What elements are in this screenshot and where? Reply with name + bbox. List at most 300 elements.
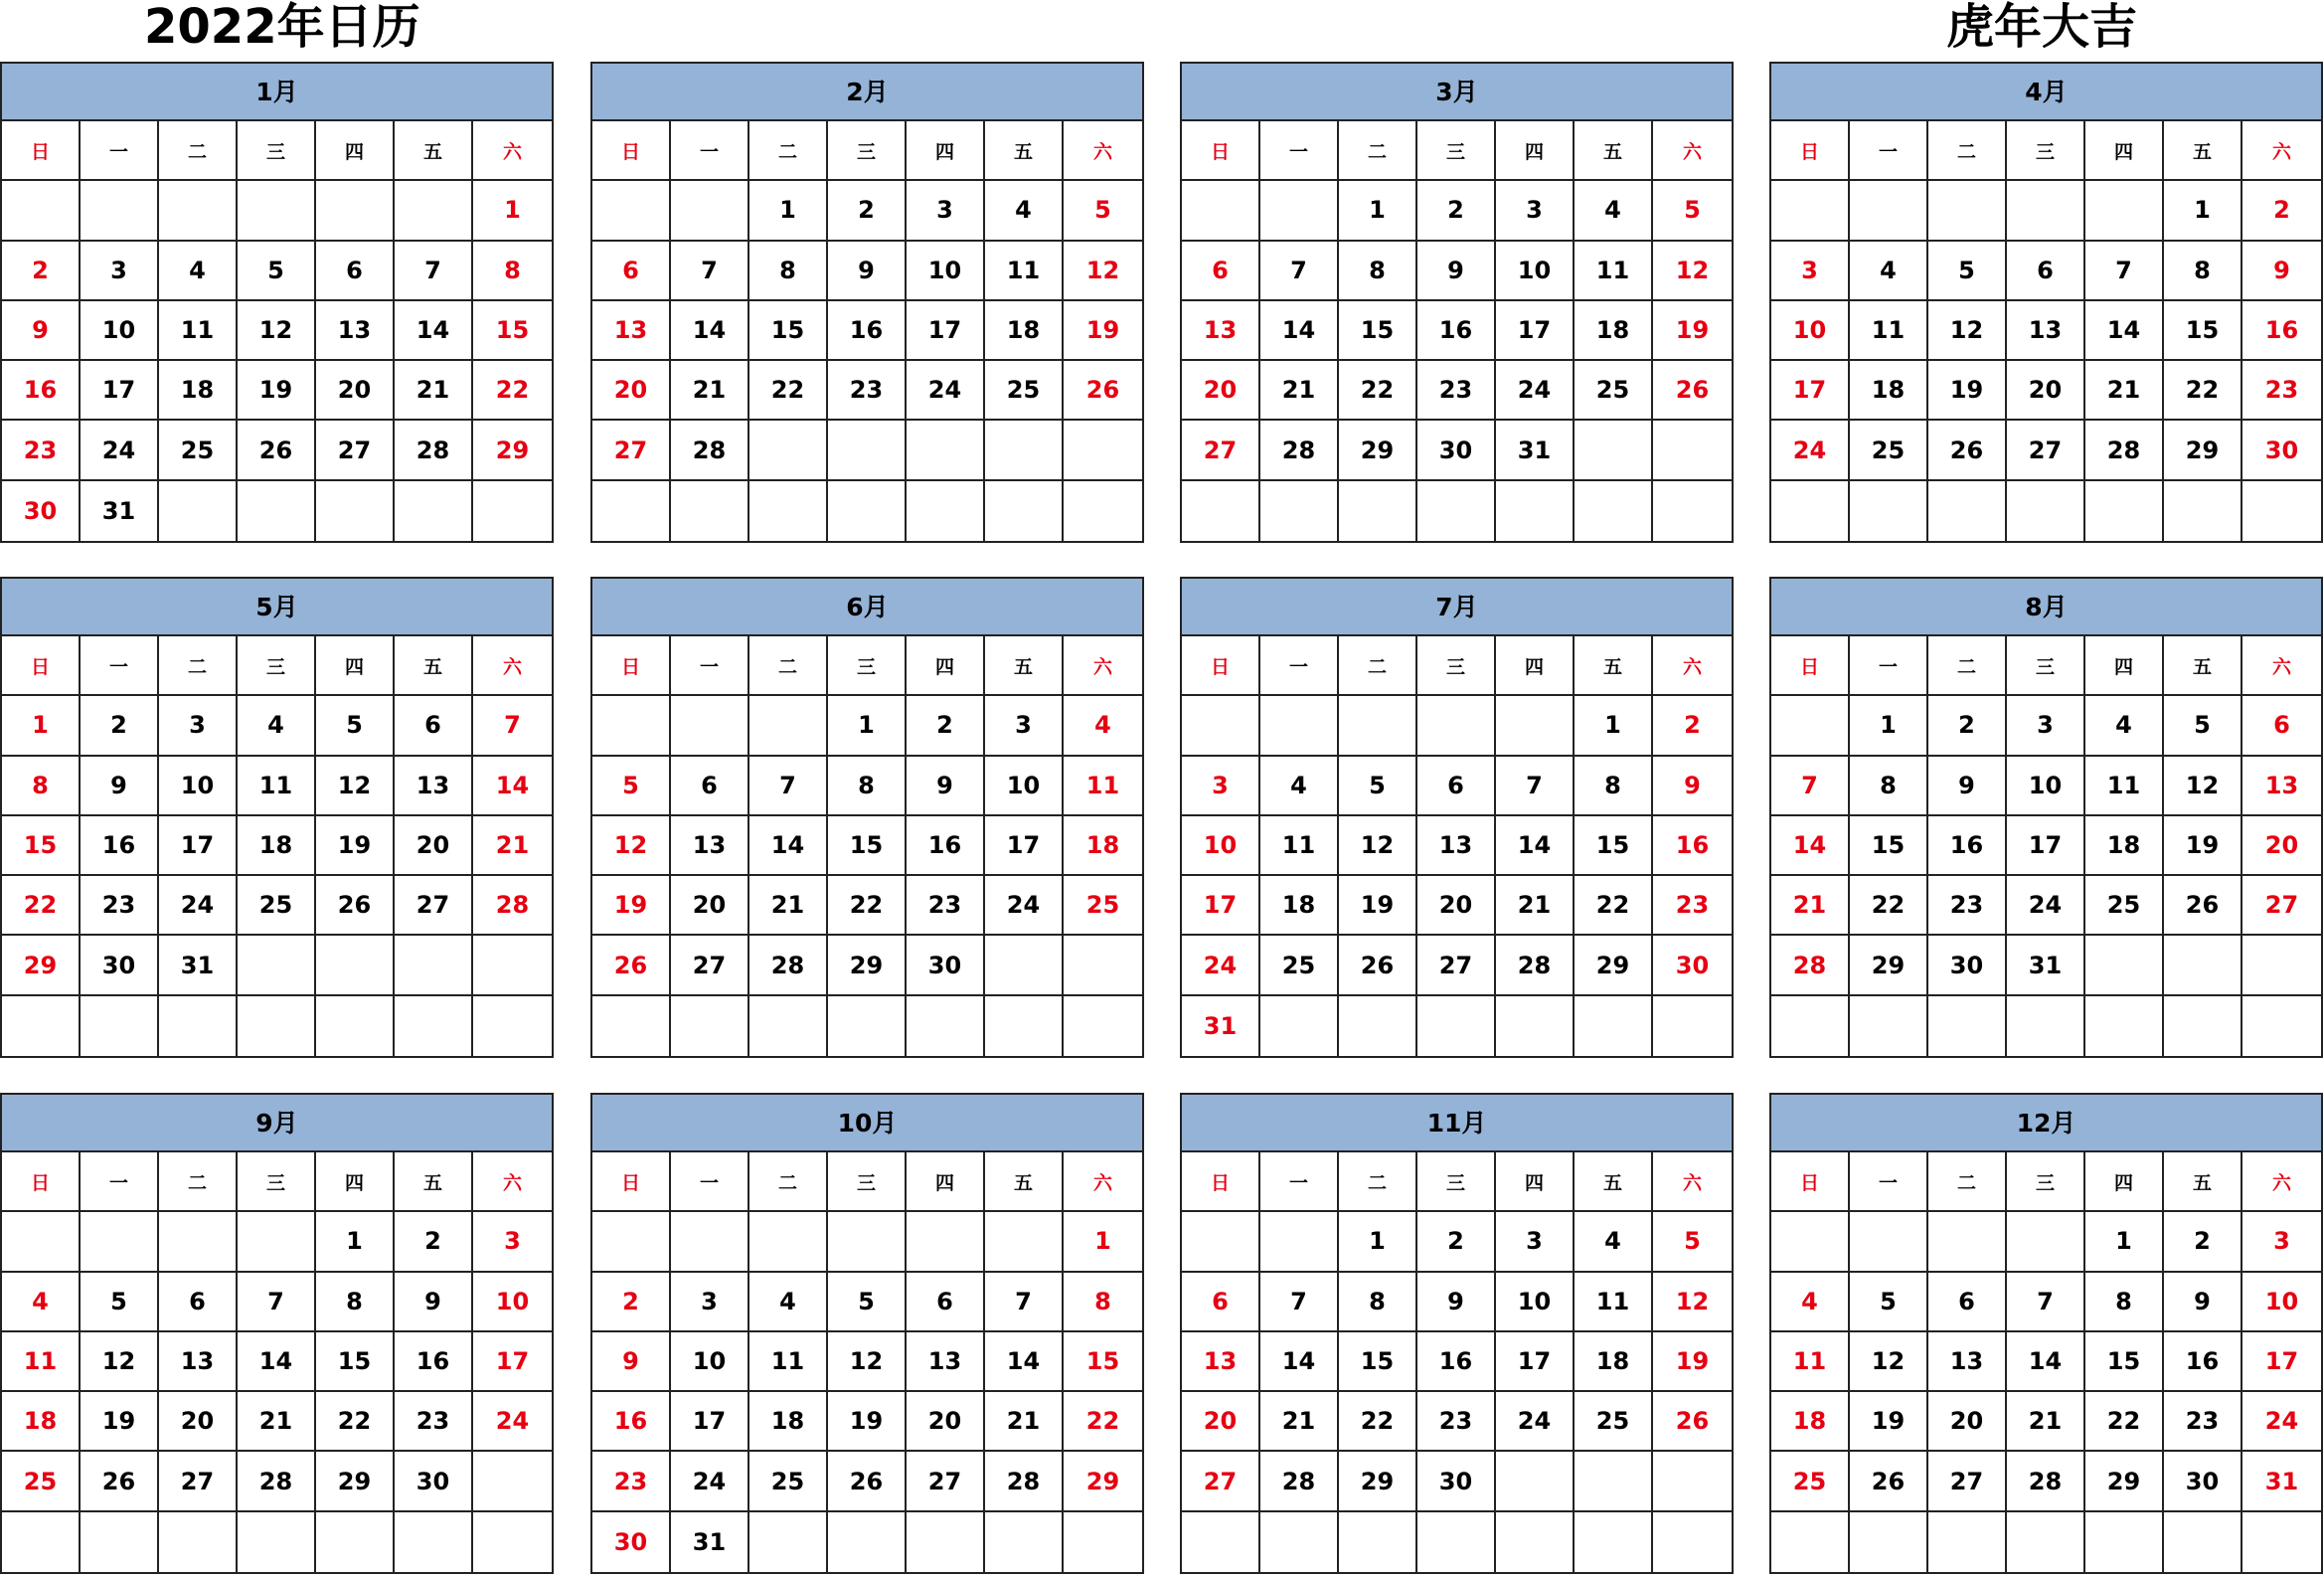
day-cell[interactable]: 27 — [592, 421, 671, 480]
day-cell[interactable]: 12 — [1928, 301, 2007, 361]
day-cell[interactable]: 26 — [1928, 421, 2007, 480]
day-cell[interactable]: 2 — [2, 242, 81, 301]
day-cell[interactable]: 9 — [828, 242, 907, 301]
day-cell[interactable]: 7 — [985, 1273, 1064, 1332]
day-cell[interactable]: 5 — [81, 1273, 159, 1332]
day-cell[interactable]: 1 — [1339, 1212, 1417, 1272]
day-cell[interactable]: 3 — [671, 1273, 749, 1332]
day-cell[interactable]: 9 — [1417, 242, 1496, 301]
day-cell[interactable]: 16 — [592, 1392, 671, 1452]
day-cell[interactable]: 20 — [592, 361, 671, 421]
day-cell[interactable]: 13 — [592, 301, 671, 361]
day-cell[interactable]: 31 — [2242, 1452, 2321, 1511]
day-cell[interactable]: 14 — [1260, 301, 1339, 361]
day-cell[interactable]: 20 — [395, 816, 473, 876]
day-cell[interactable]: 25 — [1260, 936, 1339, 995]
day-cell[interactable]: 7 — [238, 1273, 316, 1332]
day-cell[interactable]: 28 — [473, 876, 552, 936]
day-cell[interactable]: 15 — [1850, 816, 1928, 876]
day-cell[interactable]: 12 — [316, 757, 395, 816]
day-cell[interactable]: 17 — [671, 1392, 749, 1452]
day-cell[interactable]: 6 — [1182, 1273, 1260, 1332]
day-cell[interactable]: 5 — [1850, 1273, 1928, 1332]
day-cell[interactable]: 23 — [2, 421, 81, 480]
day-cell[interactable]: 16 — [828, 301, 907, 361]
day-cell[interactable]: 24 — [1182, 936, 1260, 995]
day-cell[interactable]: 19 — [238, 361, 316, 421]
day-cell[interactable]: 12 — [1653, 242, 1732, 301]
day-cell[interactable]: 10 — [671, 1332, 749, 1392]
day-cell[interactable]: 30 — [2242, 421, 2321, 480]
day-cell[interactable]: 11 — [1850, 301, 1928, 361]
day-cell[interactable]: 25 — [1771, 1452, 1850, 1511]
day-cell[interactable]: 6 — [1417, 757, 1496, 816]
day-cell[interactable]: 19 — [81, 1392, 159, 1452]
day-cell[interactable]: 8 — [1339, 242, 1417, 301]
day-cell[interactable]: 15 — [1064, 1332, 1142, 1392]
day-cell[interactable]: 2 — [1417, 1212, 1496, 1272]
day-cell[interactable]: 2 — [907, 696, 985, 756]
day-cell[interactable]: 21 — [1496, 876, 1575, 936]
day-cell[interactable]: 27 — [2007, 421, 2085, 480]
day-cell[interactable]: 1 — [2085, 1212, 2164, 1272]
day-cell[interactable]: 18 — [1064, 816, 1142, 876]
day-cell[interactable]: 29 — [2085, 1452, 2164, 1511]
day-cell[interactable]: 13 — [1417, 816, 1496, 876]
day-cell[interactable]: 19 — [2164, 816, 2242, 876]
day-cell[interactable]: 4 — [1850, 242, 1928, 301]
day-cell[interactable]: 24 — [671, 1452, 749, 1511]
day-cell[interactable]: 14 — [473, 757, 552, 816]
day-cell[interactable]: 5 — [1653, 1212, 1732, 1272]
day-cell[interactable]: 25 — [1575, 1392, 1653, 1452]
day-cell[interactable]: 19 — [828, 1392, 907, 1452]
day-cell[interactable]: 25 — [1850, 421, 1928, 480]
day-cell[interactable]: 26 — [1653, 1392, 1732, 1452]
day-cell[interactable]: 3 — [1496, 1212, 1575, 1272]
day-cell[interactable]: 6 — [592, 242, 671, 301]
day-cell[interactable]: 24 — [1496, 361, 1575, 421]
day-cell[interactable]: 26 — [592, 936, 671, 995]
day-cell[interactable]: 8 — [1850, 757, 1928, 816]
day-cell[interactable]: 12 — [1339, 816, 1417, 876]
day-cell[interactable]: 9 — [1928, 757, 2007, 816]
day-cell[interactable]: 14 — [395, 301, 473, 361]
day-cell[interactable]: 16 — [1928, 816, 2007, 876]
day-cell[interactable]: 27 — [2242, 876, 2321, 936]
day-cell[interactable]: 5 — [828, 1273, 907, 1332]
day-cell[interactable]: 10 — [907, 242, 985, 301]
day-cell[interactable]: 2 — [1417, 181, 1496, 241]
day-cell[interactable]: 8 — [2164, 242, 2242, 301]
day-cell[interactable]: 2 — [395, 1212, 473, 1272]
day-cell[interactable]: 31 — [1182, 996, 1260, 1056]
day-cell[interactable]: 28 — [2007, 1452, 2085, 1511]
day-cell[interactable]: 30 — [1653, 936, 1732, 995]
day-cell[interactable]: 7 — [473, 696, 552, 756]
day-cell[interactable]: 25 — [1064, 876, 1142, 936]
day-cell[interactable]: 15 — [1339, 1332, 1417, 1392]
day-cell[interactable]: 29 — [316, 1452, 395, 1511]
day-cell[interactable]: 5 — [592, 757, 671, 816]
day-cell[interactable]: 17 — [907, 301, 985, 361]
day-cell[interactable]: 6 — [2242, 696, 2321, 756]
day-cell[interactable]: 26 — [2164, 876, 2242, 936]
day-cell[interactable]: 16 — [395, 1332, 473, 1392]
day-cell[interactable]: 10 — [159, 757, 238, 816]
day-cell[interactable]: 26 — [81, 1452, 159, 1511]
day-cell[interactable]: 17 — [1182, 876, 1260, 936]
day-cell[interactable]: 5 — [2164, 696, 2242, 756]
day-cell[interactable]: 25 — [159, 421, 238, 480]
day-cell[interactable]: 6 — [159, 1273, 238, 1332]
day-cell[interactable]: 28 — [1260, 1452, 1339, 1511]
day-cell[interactable]: 7 — [1771, 757, 1850, 816]
day-cell[interactable]: 18 — [2085, 816, 2164, 876]
day-cell[interactable]: 8 — [1064, 1273, 1142, 1332]
day-cell[interactable]: 25 — [1575, 361, 1653, 421]
day-cell[interactable]: 3 — [1496, 181, 1575, 241]
day-cell[interactable]: 9 — [2242, 242, 2321, 301]
day-cell[interactable]: 29 — [473, 421, 552, 480]
day-cell[interactable]: 11 — [749, 1332, 828, 1392]
day-cell[interactable]: 19 — [1850, 1392, 1928, 1452]
day-cell[interactable]: 21 — [749, 876, 828, 936]
day-cell[interactable]: 19 — [1653, 301, 1732, 361]
day-cell[interactable]: 18 — [985, 301, 1064, 361]
day-cell[interactable]: 24 — [1771, 421, 1850, 480]
day-cell[interactable]: 19 — [1339, 876, 1417, 936]
day-cell[interactable]: 10 — [473, 1273, 552, 1332]
day-cell[interactable]: 28 — [1771, 936, 1850, 995]
day-cell[interactable]: 13 — [907, 1332, 985, 1392]
day-cell[interactable]: 4 — [2, 1273, 81, 1332]
day-cell[interactable]: 1 — [1850, 696, 1928, 756]
day-cell[interactable]: 9 — [1653, 757, 1732, 816]
day-cell[interactable]: 20 — [2242, 816, 2321, 876]
day-cell[interactable]: 12 — [828, 1332, 907, 1392]
day-cell[interactable]: 14 — [2085, 301, 2164, 361]
day-cell[interactable]: 3 — [159, 696, 238, 756]
day-cell[interactable]: 10 — [1771, 301, 1850, 361]
day-cell[interactable]: 11 — [159, 301, 238, 361]
day-cell[interactable]: 25 — [2, 1452, 81, 1511]
day-cell[interactable]: 10 — [81, 301, 159, 361]
day-cell[interactable]: 25 — [749, 1452, 828, 1511]
day-cell[interactable]: 11 — [1260, 816, 1339, 876]
day-cell[interactable]: 15 — [2, 816, 81, 876]
day-cell[interactable]: 28 — [238, 1452, 316, 1511]
day-cell[interactable]: 22 — [1339, 1392, 1417, 1452]
day-cell[interactable]: 6 — [2007, 242, 2085, 301]
day-cell[interactable]: 21 — [985, 1392, 1064, 1452]
day-cell[interactable]: 13 — [159, 1332, 238, 1392]
day-cell[interactable]: 26 — [1064, 361, 1142, 421]
day-cell[interactable]: 18 — [159, 361, 238, 421]
day-cell[interactable]: 8 — [316, 1273, 395, 1332]
day-cell[interactable]: 25 — [238, 876, 316, 936]
day-cell[interactable]: 9 — [81, 757, 159, 816]
day-cell[interactable]: 18 — [1771, 1392, 1850, 1452]
day-cell[interactable]: 3 — [907, 181, 985, 241]
day-cell[interactable]: 8 — [2, 757, 81, 816]
day-cell[interactable]: 19 — [316, 816, 395, 876]
day-cell[interactable]: 13 — [316, 301, 395, 361]
day-cell[interactable]: 24 — [81, 421, 159, 480]
day-cell[interactable]: 17 — [159, 816, 238, 876]
day-cell[interactable]: 31 — [159, 936, 238, 995]
day-cell[interactable]: 30 — [592, 1512, 671, 1572]
day-cell[interactable]: 7 — [2085, 242, 2164, 301]
day-cell[interactable]: 4 — [1575, 181, 1653, 241]
day-cell[interactable]: 18 — [1575, 1332, 1653, 1392]
day-cell[interactable]: 12 — [1850, 1332, 1928, 1392]
day-cell[interactable]: 9 — [1417, 1273, 1496, 1332]
day-cell[interactable]: 11 — [238, 757, 316, 816]
day-cell[interactable]: 24 — [907, 361, 985, 421]
day-cell[interactable]: 27 — [1417, 936, 1496, 995]
day-cell[interactable]: 3 — [473, 1212, 552, 1272]
day-cell[interactable]: 27 — [907, 1452, 985, 1511]
day-cell[interactable]: 4 — [1771, 1273, 1850, 1332]
day-cell[interactable]: 29 — [828, 936, 907, 995]
day-cell[interactable]: 10 — [1496, 242, 1575, 301]
day-cell[interactable]: 20 — [1928, 1392, 2007, 1452]
day-cell[interactable]: 22 — [2085, 1392, 2164, 1452]
day-cell[interactable]: 6 — [395, 696, 473, 756]
day-cell[interactable]: 19 — [592, 876, 671, 936]
day-cell[interactable]: 8 — [1339, 1273, 1417, 1332]
day-cell[interactable]: 6 — [1928, 1273, 2007, 1332]
day-cell[interactable]: 14 — [2007, 1332, 2085, 1392]
day-cell[interactable]: 1 — [473, 181, 552, 241]
day-cell[interactable]: 4 — [2085, 696, 2164, 756]
day-cell[interactable]: 29 — [1064, 1452, 1142, 1511]
day-cell[interactable]: 21 — [671, 361, 749, 421]
day-cell[interactable]: 22 — [1064, 1392, 1142, 1452]
day-cell[interactable]: 7 — [1260, 1273, 1339, 1332]
day-cell[interactable]: 30 — [1417, 1452, 1496, 1511]
day-cell[interactable]: 16 — [2164, 1332, 2242, 1392]
day-cell[interactable]: 16 — [907, 816, 985, 876]
day-cell[interactable]: 23 — [907, 876, 985, 936]
day-cell[interactable]: 6 — [1182, 242, 1260, 301]
day-cell[interactable]: 14 — [671, 301, 749, 361]
day-cell[interactable]: 1 — [828, 696, 907, 756]
day-cell[interactable]: 30 — [907, 936, 985, 995]
day-cell[interactable]: 14 — [1496, 816, 1575, 876]
day-cell[interactable]: 30 — [81, 936, 159, 995]
day-cell[interactable]: 27 — [159, 1452, 238, 1511]
day-cell[interactable]: 20 — [671, 876, 749, 936]
day-cell[interactable]: 5 — [1064, 181, 1142, 241]
day-cell[interactable]: 1 — [1575, 696, 1653, 756]
day-cell[interactable]: 11 — [1575, 1273, 1653, 1332]
day-cell[interactable]: 24 — [2242, 1392, 2321, 1452]
day-cell[interactable]: 15 — [749, 301, 828, 361]
day-cell[interactable]: 23 — [592, 1452, 671, 1511]
day-cell[interactable]: 21 — [473, 816, 552, 876]
day-cell[interactable]: 30 — [2, 481, 81, 541]
day-cell[interactable]: 20 — [2007, 361, 2085, 421]
day-cell[interactable]: 17 — [1771, 361, 1850, 421]
day-cell[interactable]: 17 — [81, 361, 159, 421]
day-cell[interactable]: 7 — [671, 242, 749, 301]
day-cell[interactable]: 28 — [2085, 421, 2164, 480]
day-cell[interactable]: 16 — [1653, 816, 1732, 876]
day-cell[interactable]: 10 — [2242, 1273, 2321, 1332]
day-cell[interactable]: 2 — [828, 181, 907, 241]
day-cell[interactable]: 29 — [1339, 421, 1417, 480]
day-cell[interactable]: 18 — [1260, 876, 1339, 936]
day-cell[interactable]: 1 — [1339, 181, 1417, 241]
day-cell[interactable]: 13 — [1928, 1332, 2007, 1392]
day-cell[interactable]: 3 — [2242, 1212, 2321, 1272]
day-cell[interactable]: 23 — [81, 876, 159, 936]
day-cell[interactable]: 17 — [2242, 1332, 2321, 1392]
day-cell[interactable]: 13 — [1182, 301, 1260, 361]
day-cell[interactable]: 24 — [2007, 876, 2085, 936]
day-cell[interactable]: 31 — [2007, 936, 2085, 995]
day-cell[interactable]: 24 — [473, 1392, 552, 1452]
day-cell[interactable]: 24 — [985, 876, 1064, 936]
day-cell[interactable]: 21 — [2007, 1392, 2085, 1452]
day-cell[interactable]: 20 — [907, 1392, 985, 1452]
day-cell[interactable]: 19 — [1928, 361, 2007, 421]
day-cell[interactable]: 13 — [2242, 757, 2321, 816]
day-cell[interactable]: 27 — [1182, 421, 1260, 480]
day-cell[interactable]: 12 — [1653, 1273, 1732, 1332]
day-cell[interactable]: 9 — [2, 301, 81, 361]
day-cell[interactable]: 21 — [395, 361, 473, 421]
day-cell[interactable]: 25 — [2085, 876, 2164, 936]
day-cell[interactable]: 26 — [238, 421, 316, 480]
day-cell[interactable]: 24 — [159, 876, 238, 936]
day-cell[interactable]: 31 — [1496, 421, 1575, 480]
day-cell[interactable]: 26 — [316, 876, 395, 936]
day-cell[interactable]: 7 — [395, 242, 473, 301]
day-cell[interactable]: 17 — [473, 1332, 552, 1392]
day-cell[interactable]: 14 — [1260, 1332, 1339, 1392]
day-cell[interactable]: 15 — [316, 1332, 395, 1392]
day-cell[interactable]: 29 — [2164, 421, 2242, 480]
day-cell[interactable]: 30 — [395, 1452, 473, 1511]
day-cell[interactable]: 3 — [81, 242, 159, 301]
day-cell[interactable]: 28 — [749, 936, 828, 995]
day-cell[interactable]: 26 — [1653, 361, 1732, 421]
day-cell[interactable]: 27 — [671, 936, 749, 995]
day-cell[interactable]: 2 — [81, 696, 159, 756]
day-cell[interactable]: 14 — [985, 1332, 1064, 1392]
day-cell[interactable]: 8 — [1575, 757, 1653, 816]
day-cell[interactable]: 15 — [473, 301, 552, 361]
day-cell[interactable]: 28 — [1260, 421, 1339, 480]
day-cell[interactable]: 15 — [1339, 301, 1417, 361]
day-cell[interactable]: 23 — [1417, 361, 1496, 421]
day-cell[interactable]: 14 — [238, 1332, 316, 1392]
day-cell[interactable]: 18 — [2, 1392, 81, 1452]
day-cell[interactable]: 8 — [473, 242, 552, 301]
day-cell[interactable]: 13 — [671, 816, 749, 876]
day-cell[interactable]: 9 — [2164, 1273, 2242, 1332]
day-cell[interactable]: 16 — [2, 361, 81, 421]
day-cell[interactable]: 26 — [1339, 936, 1417, 995]
day-cell[interactable]: 29 — [2, 936, 81, 995]
day-cell[interactable]: 3 — [1771, 242, 1850, 301]
day-cell[interactable]: 29 — [1339, 1452, 1417, 1511]
day-cell[interactable]: 31 — [671, 1512, 749, 1572]
day-cell[interactable]: 2 — [2164, 1212, 2242, 1272]
day-cell[interactable]: 12 — [1064, 242, 1142, 301]
day-cell[interactable]: 28 — [985, 1452, 1064, 1511]
day-cell[interactable]: 11 — [2085, 757, 2164, 816]
day-cell[interactable]: 27 — [1182, 1452, 1260, 1511]
day-cell[interactable]: 12 — [81, 1332, 159, 1392]
day-cell[interactable]: 4 — [1260, 757, 1339, 816]
day-cell[interactable]: 7 — [2007, 1273, 2085, 1332]
day-cell[interactable]: 3 — [985, 696, 1064, 756]
day-cell[interactable]: 3 — [2007, 696, 2085, 756]
day-cell[interactable]: 19 — [1064, 301, 1142, 361]
day-cell[interactable]: 5 — [238, 242, 316, 301]
day-cell[interactable]: 2 — [2242, 181, 2321, 241]
day-cell[interactable]: 23 — [395, 1392, 473, 1452]
day-cell[interactable]: 20 — [1182, 1392, 1260, 1452]
day-cell[interactable]: 23 — [1653, 876, 1732, 936]
day-cell[interactable]: 13 — [2007, 301, 2085, 361]
day-cell[interactable]: 4 — [159, 242, 238, 301]
day-cell[interactable]: 5 — [316, 696, 395, 756]
day-cell[interactable]: 26 — [1850, 1452, 1928, 1511]
day-cell[interactable]: 7 — [1496, 757, 1575, 816]
day-cell[interactable]: 15 — [2085, 1332, 2164, 1392]
day-cell[interactable]: 4 — [1575, 1212, 1653, 1272]
day-cell[interactable]: 16 — [1417, 1332, 1496, 1392]
day-cell[interactable]: 20 — [1182, 361, 1260, 421]
day-cell[interactable]: 9 — [592, 1332, 671, 1392]
day-cell[interactable]: 10 — [985, 757, 1064, 816]
day-cell[interactable]: 3 — [1182, 757, 1260, 816]
day-cell[interactable]: 6 — [671, 757, 749, 816]
day-cell[interactable]: 2 — [592, 1273, 671, 1332]
day-cell[interactable]: 16 — [2242, 301, 2321, 361]
day-cell[interactable]: 11 — [1064, 757, 1142, 816]
day-cell[interactable]: 20 — [159, 1392, 238, 1452]
day-cell[interactable]: 23 — [2242, 361, 2321, 421]
day-cell[interactable]: 15 — [1575, 816, 1653, 876]
day-cell[interactable]: 13 — [395, 757, 473, 816]
day-cell[interactable]: 23 — [1928, 876, 2007, 936]
day-cell[interactable]: 22 — [1850, 876, 1928, 936]
day-cell[interactable]: 10 — [2007, 757, 2085, 816]
day-cell[interactable]: 22 — [316, 1392, 395, 1452]
day-cell[interactable]: 4 — [985, 181, 1064, 241]
day-cell[interactable]: 8 — [749, 242, 828, 301]
day-cell[interactable]: 22 — [1339, 361, 1417, 421]
day-cell[interactable]: 22 — [828, 876, 907, 936]
day-cell[interactable]: 1 — [749, 181, 828, 241]
day-cell[interactable]: 11 — [1575, 242, 1653, 301]
day-cell[interactable]: 23 — [2164, 1392, 2242, 1452]
day-cell[interactable]: 29 — [1850, 936, 1928, 995]
day-cell[interactable]: 14 — [749, 816, 828, 876]
day-cell[interactable]: 22 — [749, 361, 828, 421]
day-cell[interactable]: 7 — [1260, 242, 1339, 301]
day-cell[interactable]: 17 — [2007, 816, 2085, 876]
day-cell[interactable]: 11 — [1771, 1332, 1850, 1392]
day-cell[interactable]: 10 — [1182, 816, 1260, 876]
day-cell[interactable]: 2 — [1928, 696, 2007, 756]
